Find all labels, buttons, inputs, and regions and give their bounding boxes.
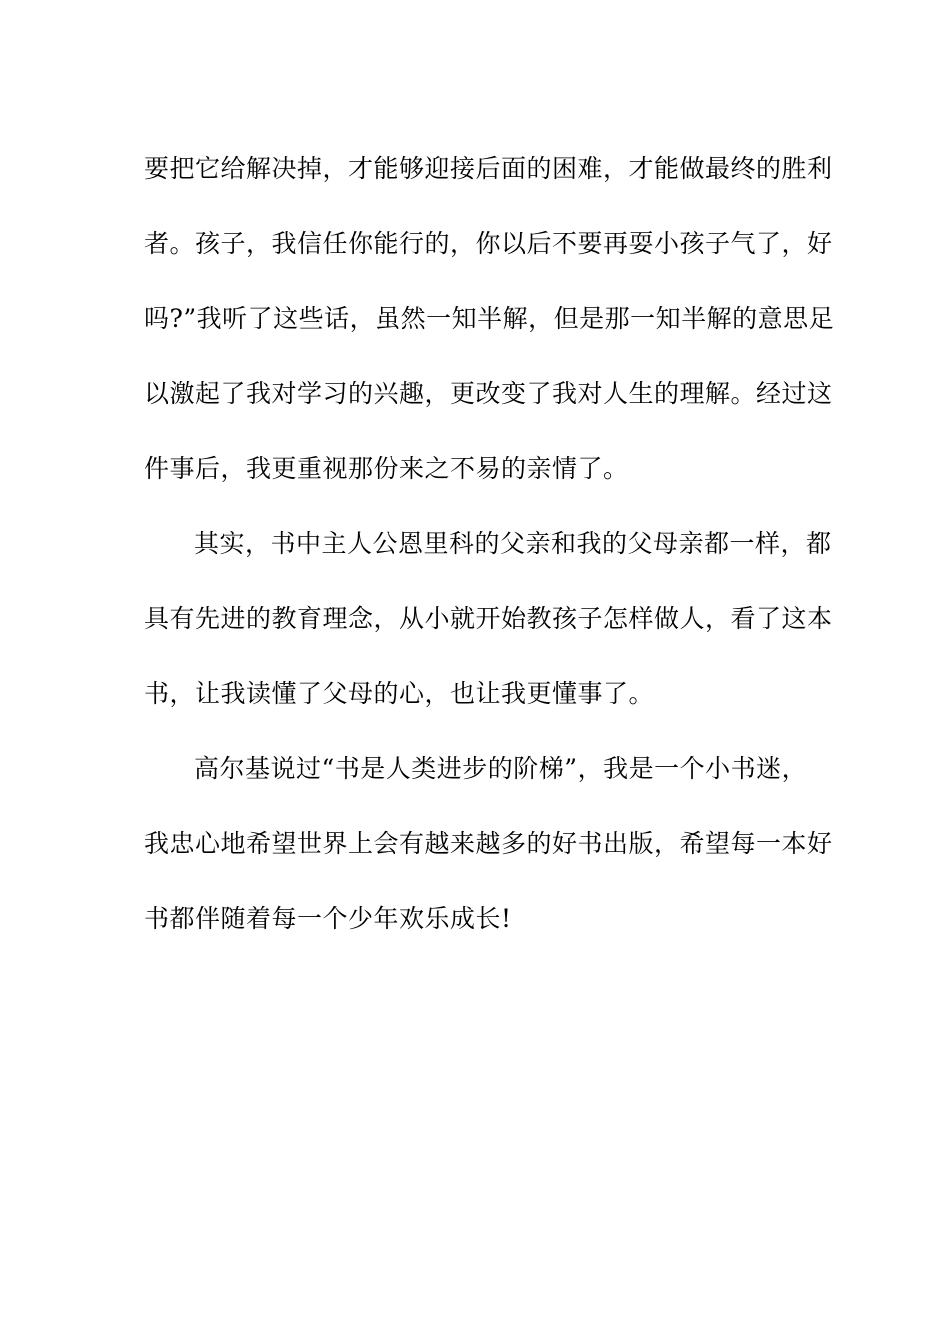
text-line: 以激起了我对学习的兴趣，更改变了我对人生的理解。经过这: [144, 379, 833, 408]
text-line: 要把它给解决掉，才能够迎接后面的困难，才能做最终的胜利: [144, 154, 833, 183]
paragraph-first-line: 其实，书中主人公恩里科的父亲和我的父母亲都一样，都: [194, 529, 832, 558]
document-body: [144, 131, 835, 956]
text-line: 者。孩子，我信任你能行的，你以后不要再耍小孩子气了，好: [144, 229, 833, 258]
text-line: 吗?”我听了这些话，虽然一知半解，但是那一知半解的意思足: [144, 304, 835, 333]
text-line: 书，让我读懂了父母的心，也让我更懂事了。: [144, 679, 655, 708]
text-line: 我忠心地希望世界上会有越来越多的好书出版，希望每一本好: [144, 829, 833, 858]
text-line: 书都伴随着每一个少年欢乐成长!: [144, 904, 512, 933]
text-line: 具有先进的教育理念，从小就开始教孩子怎样做人，看了这本: [144, 604, 833, 633]
paragraph-first-line: 高尔基说过“书是人类进步的阶梯”，我是一个小书迷，: [194, 754, 808, 783]
text-line: 件事后，我更重视那份来之不易的亲情了。: [144, 454, 629, 483]
